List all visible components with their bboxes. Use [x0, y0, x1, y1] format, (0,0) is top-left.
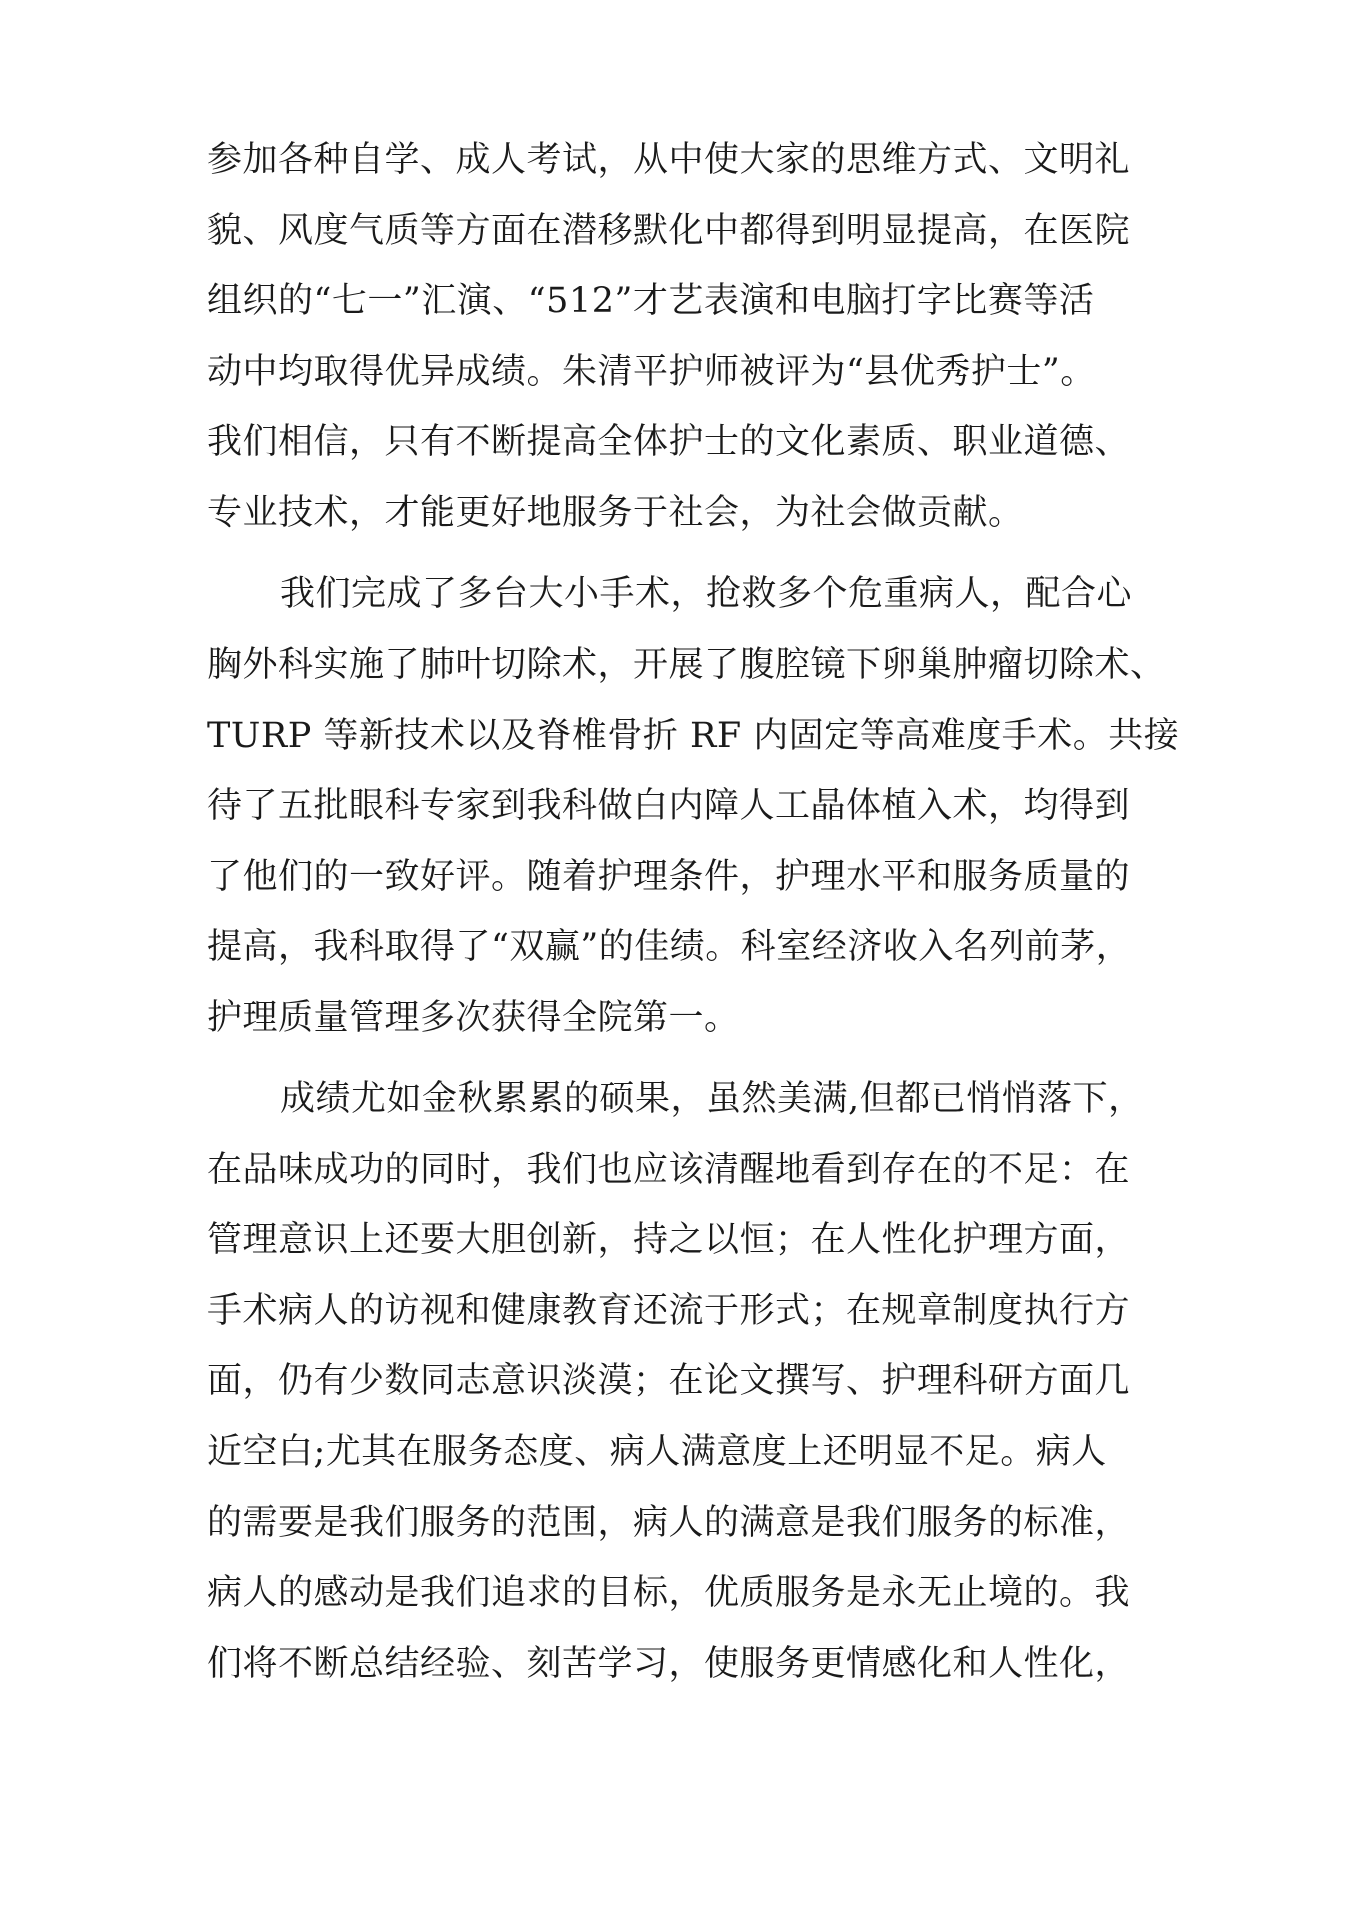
text-line: 待了五批眼科专家到我科做白内障人工晶体植入术，均得到 — [207, 786, 1131, 826]
text-line: 手术病人的访视和健康教育还流于形式；在规章制度执行方 — [207, 1291, 1131, 1331]
paragraph-first-line: 我们完成了多台大小手术，抢救多个危重病人，配合心 — [280, 574, 1133, 614]
text-line: 的需要是我们服务的范围，病人的满意是我们服务的标准， — [207, 1503, 1131, 1543]
text-line: 们将不断总结经验、刻苦学习，使服务更情感化和人性化， — [207, 1644, 1131, 1684]
text-line: 病人的感动是我们追求的目标，优质服务是永无止境的。我 — [207, 1573, 1131, 1613]
text-line: 提高，我科取得了“双赢”的佳绩。科室经济收入名列前茅， — [207, 927, 1132, 967]
text-line: 护理质量管理多次获得全院第一。 — [207, 998, 740, 1038]
text-line: 近空白;尤其在服务态度、病人满意度上还明显不足。病人 — [207, 1432, 1107, 1472]
text-line: 我们相信，只有不断提高全体护士的文化素质、职业道德、 — [207, 422, 1131, 462]
text-line: 动中均取得优异成绩。朱清平护师被评为“县优秀护士”。 — [207, 352, 1096, 392]
text-line: 胸外科实施了肺叶切除术，开展了腹腔镜下卵巢肿瘤切除术、 — [207, 645, 1166, 685]
text-line: 管理意识上还要大胆创新，持之以恒；在人性化护理方面， — [207, 1220, 1131, 1260]
text-line: 参加各种自学、成人考试，从中使大家的思维方式、文明礼 — [207, 140, 1131, 180]
text-line: 貌、风度气质等方面在潜移默化中都得到明显提高，在医院 — [207, 211, 1131, 251]
text-line: 专业技术，才能更好地服务于社会，为社会做贡献。 — [207, 493, 1024, 533]
paragraph-first-line: 成绩尤如金秋累累的硕果，虽然美满,但都已悄悄落下， — [280, 1079, 1144, 1119]
text-line: 组织的“七一”汇演、“512”才艺表演和电脑打字比赛等活 — [207, 281, 1095, 321]
text-line: TURP 等新技术以及脊椎骨折 RF 内固定等高难度手术。共接 — [207, 716, 1180, 756]
text-line: 在品味成功的同时，我们也应该清醒地看到存在的不足：在 — [207, 1150, 1131, 1190]
text-line: 面，仍有少数同志意识淡漠；在论文撰写、护理科研方面几 — [207, 1361, 1131, 1401]
text-line: 了他们的一致好评。随着护理条件，护理水平和服务质量的 — [207, 857, 1131, 897]
